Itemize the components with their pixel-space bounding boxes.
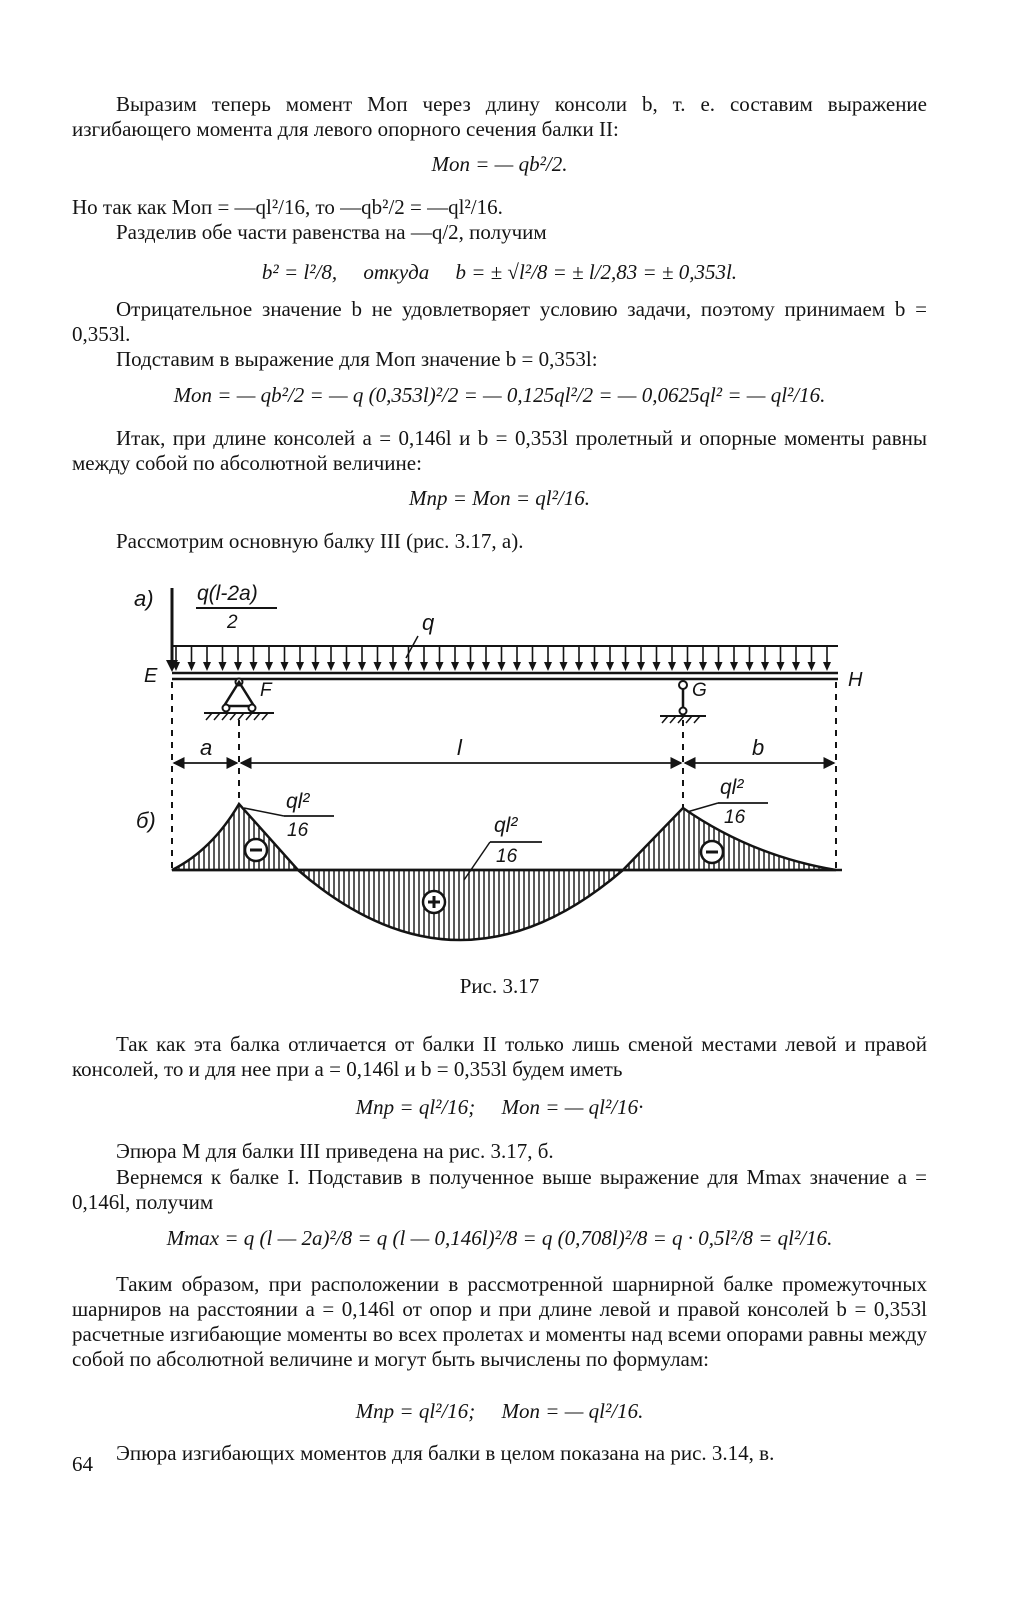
dim-a: a xyxy=(200,735,213,760)
label-a: a) xyxy=(134,586,154,611)
equation-7: Mпр = ql²/16; Mоп = — ql²/16. xyxy=(355,1399,644,1423)
paragraph-10: Вернемся к балке I. Подставив в полученное выше выражение для Mmax значение a = 0,146l, получим xyxy=(72,1165,927,1214)
load-arrowhead-icon xyxy=(560,662,568,671)
load-arrowhead-icon xyxy=(312,662,320,671)
load-arrowhead-icon xyxy=(699,662,707,671)
load-arrowhead-icon xyxy=(420,662,428,671)
distributed-load-arrows xyxy=(172,647,831,671)
force-numerator: q(l-2a) xyxy=(197,582,258,605)
label-b: б) xyxy=(136,808,156,833)
load-arrowhead-icon xyxy=(327,662,335,671)
paragraph-7: Рассмотрим основную балку III (рис. 3.17, а). xyxy=(116,529,524,553)
point-G: G xyxy=(692,680,707,701)
paragraph-6: Итак, при длине консолей a = 0,146l и b = 0,353l пролетный и опорные моменты равны между собой по абсолютной величине: xyxy=(72,426,927,475)
load-arrowhead-icon xyxy=(451,662,459,671)
load-arrowhead-icon xyxy=(823,662,831,671)
load-arrowhead-icon xyxy=(188,662,196,671)
load-arrowhead-icon xyxy=(591,662,599,671)
load-arrowhead-icon xyxy=(513,662,521,671)
load-arrowhead-icon xyxy=(219,662,227,671)
paragraph-3: Разделив обе части равенства на —q/2, получим xyxy=(116,220,547,244)
paragraph-12: Эпюра изгибающих моментов для балки в целом показана на рис. 3.14, в. xyxy=(116,1441,775,1465)
load-arrowhead-icon xyxy=(653,662,661,671)
load-arrowhead-icon xyxy=(296,662,304,671)
paragraph-2: Но так как Mоп = —ql²/16, то —qb²/2 = —ql²/16. xyxy=(72,195,503,219)
equation-6: Mmax = q (l — 2a)²/8 = q (l — 0,146l)²/8 = q (0,708l)²/8 = q · 0,5l²/8 = ql²/16. xyxy=(166,1226,833,1250)
load-arrowhead-icon xyxy=(498,662,506,671)
load-arrowhead-icon xyxy=(808,662,816,671)
point-H: H xyxy=(848,669,863,691)
load-arrowhead-icon xyxy=(358,662,366,671)
sign-plus-span xyxy=(423,891,445,913)
load-arrowhead-icon xyxy=(544,662,552,671)
moment-label-span-den: 16 xyxy=(496,846,518,867)
load-arrowhead-icon xyxy=(777,662,785,671)
load-arrowhead-icon xyxy=(482,662,490,671)
moment-label-right-num: ql² xyxy=(720,776,744,799)
load-arrowhead-icon xyxy=(250,662,258,671)
load-arrowhead-icon xyxy=(792,662,800,671)
load-arrowhead-icon xyxy=(529,662,537,671)
load-arrowhead-icon xyxy=(234,662,242,671)
paragraph-8: Так как эта балка отличается от балки II только лишь сменой местами левой и правой консолей, то и для нее при a = 0,146l и b = 0,353l будем иметь xyxy=(72,1032,927,1081)
load-arrowhead-icon xyxy=(203,662,211,671)
load-arrowhead-icon xyxy=(761,662,769,671)
equation-4: Mпр = Mоп = ql²/16. xyxy=(408,486,591,510)
moment-label-left-num: ql² xyxy=(286,790,310,813)
load-arrowhead-icon xyxy=(730,662,738,671)
paragraph-1: Выразим теперь момент Mоп через длину консоли b, т. е. составим выражение изгибающего момента для левого опорного сечения балки II: xyxy=(72,92,927,141)
load-arrowhead-icon xyxy=(746,662,754,671)
moment-label-left-den: 16 xyxy=(287,820,309,841)
load-arrowhead-icon xyxy=(405,662,413,671)
load-arrowhead-icon xyxy=(265,662,273,671)
sign-minus-right xyxy=(701,841,723,863)
figure-caption: Рис. 3.17 xyxy=(459,974,540,998)
point-F: F xyxy=(260,680,272,701)
dim-l: l xyxy=(457,735,462,760)
load-arrowhead-icon xyxy=(467,662,475,671)
load-arrowhead-icon xyxy=(637,662,645,671)
page-number: 64 xyxy=(72,1452,93,1476)
moment-label-right-den: 16 xyxy=(724,807,746,828)
point-E: E xyxy=(144,665,158,687)
load-arrowhead-icon xyxy=(343,662,351,671)
paragraph-11: Таким образом, при расположении в рассмотренной шарнирной балке промежуточных шарниров на расстоянии a = 0,146l от опор и при длине левой и правой консолей b = 0,353l расчетные изгибающие моменты во всех пролетах и моменты над всеми опорами равны между собой по абсолютной величине и могут быть вычислены по формулам: xyxy=(72,1272,927,1371)
moment-area-span-positive xyxy=(298,870,623,940)
load-arrowhead-icon xyxy=(606,662,614,671)
load-arrowhead-icon xyxy=(281,662,289,671)
moment-area-left-negative xyxy=(172,804,298,870)
moment-label-span-num: ql² xyxy=(494,814,518,837)
load-arrowhead-icon xyxy=(684,662,692,671)
beam-figure xyxy=(72,580,872,960)
load-arrowhead-icon xyxy=(374,662,382,671)
paragraph-5: Подставим в выражение для Mоп значение b = 0,353l: xyxy=(116,347,598,371)
moment-label-right-leader xyxy=(687,803,718,812)
load-arrowhead-icon xyxy=(668,662,676,671)
sign-minus-left xyxy=(245,839,267,861)
dim-b: b xyxy=(752,735,765,760)
equation-3: Mоп = — qb²/2 = — q (0,353l)²/2 = — 0,125ql²/2 = — 0,0625ql² = — ql²/16. xyxy=(173,383,826,407)
equation-2: b² = l²/8, откуда b = ± √l²/8 = ± l/2,83 = ± 0,353l. xyxy=(261,260,738,284)
load-arrowhead-icon xyxy=(389,662,397,671)
load-label-q: q xyxy=(422,610,435,635)
equation-1: Mоп = — qb²/2. xyxy=(431,152,568,176)
load-arrowhead-icon xyxy=(436,662,444,671)
force-denominator: 2 xyxy=(227,612,238,633)
load-arrowhead-icon xyxy=(715,662,723,671)
paragraph-9: Эпюра M для балки III приведена на рис. 3.17, б. xyxy=(116,1139,554,1163)
load-arrowhead-icon xyxy=(575,662,583,671)
paragraph-4: Отрицательное значение b не удовлетворяет условию задачи, поэтому принимаем b = 0,353l. xyxy=(72,297,927,346)
equation-5: Mпр = ql²/16; Mоп = — ql²/16· xyxy=(355,1095,644,1119)
load-arrowhead-icon xyxy=(622,662,630,671)
